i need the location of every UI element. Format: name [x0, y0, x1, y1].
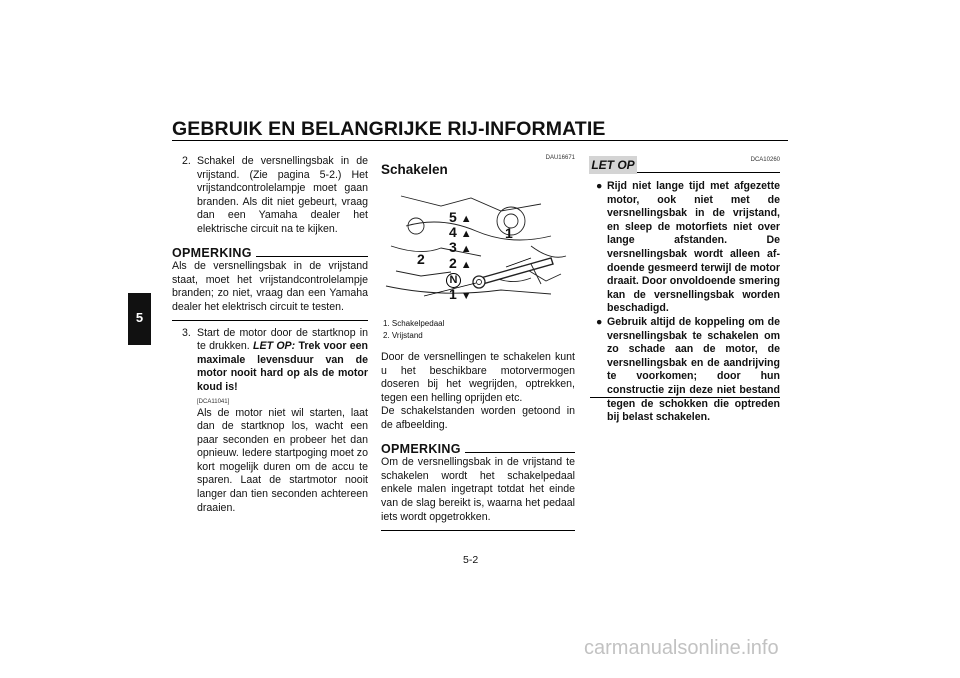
opmerking-rule-2	[465, 452, 575, 453]
gear-positions	[449, 211, 489, 303]
let-op-rule	[637, 172, 780, 173]
opmerking-title-2: OPMERKING	[381, 441, 461, 456]
opmerking-heading	[172, 247, 368, 261]
let-op-badge: LET OP	[589, 156, 637, 174]
step-3-code: [DCA11041]	[197, 398, 230, 405]
schakelen-body: Door de versnellingen te schakelen kunt u het beschikbare motorvermogen doseren bij het wegrijden, optrekken, tegen een helling oprijden etc.	[381, 351, 575, 404]
step-3	[172, 327, 368, 516]
step-3-letop: LET OP:	[253, 340, 296, 353]
opmerking-end-rule	[172, 320, 368, 321]
page-title: GEBRUIK EN BELANGRIJKE RIJ-INFORMATIE	[172, 118, 606, 140]
step-2	[172, 155, 368, 237]
chapter-number: 5	[135, 310, 144, 325]
gear-2: 2 ▲	[449, 254, 472, 271]
step-3-number: 3.	[182, 326, 191, 339]
warning-item	[596, 316, 780, 425]
opmerking-rule	[256, 256, 368, 257]
bullet-icon: ●	[596, 180, 603, 192]
gear-1: 1 ▼	[449, 285, 472, 302]
callout-2: 2	[417, 251, 425, 267]
gear-5: 5 ▲	[449, 209, 472, 225]
warning-text: Gebruik altijd de koppeling om de versnellingsbak te schakelen om zo schade aan de motor, de versnellingsbak en de aandrijving te voorkomen; door hun constructie zijn deze niet bestand tegen de schokken die optreden bij belast schakelen.	[607, 315, 780, 424]
callout-1: 1	[505, 225, 513, 241]
page-number: 5-2	[463, 554, 479, 566]
legend-item: 1. Schakelpedaal	[383, 319, 445, 328]
left-column	[172, 155, 368, 515]
section-code: DAU16671	[545, 155, 575, 161]
step-2-text: Schakel de versnellingsbak in de vrijstand. (Zie pagina 5-2.) Het vrijstandcontrolelampje moet gaan branden. Als dit niet gebeurt, vraag dan een Yamaha dealer het elektrische circuit na te kijken.	[197, 155, 368, 235]
schakelen-body-2: De schakelstanden worden getoond in de afbeelding.	[381, 405, 575, 431]
gear-3: 3 ▲	[449, 239, 472, 256]
opmerking-text-2: Om de versnellingsbak in de vrijstand te schakelen wordt het schakelpedaal enkele malen ingetrapt totdat het einde van de slag bereikt is, waarna het pedaal iets wordt opgetrokken.	[381, 456, 575, 523]
opmerking-title: OPMERKING	[172, 245, 252, 260]
warning-text: Rijd niet lange tijd met afgezette motor, ook niet met de versnellingsbak in de vrijstand, en sleep de motorfiets niet over lange afstanden. De versnellingsbak wordt alleen afdoende gesmeerd terwijl de motor draait. Door onvoldoende smering kan de versnellingsbak worden beschadigd.	[607, 180, 780, 315]
opmerking-text: Als de versnellingsbak in de vrijstand staat, moet het vrijstandcontrolelampje branden; zo niet, vraag dan een Yamaha dealer het elektrisch circuit te testen.	[172, 260, 368, 313]
middle-column	[381, 155, 575, 531]
let-op-end-rule	[590, 397, 780, 398]
warning-list	[596, 180, 780, 425]
right-column	[596, 180, 780, 425]
step-2-number: 2.	[182, 155, 191, 167]
warning-item	[596, 180, 780, 316]
step-3-after: Als de motor niet wil starten, laat dan de startknop los, wacht een paar seconden en probeer het dan opnieuw. Iedere startpoging moet zo kort mogelijk duren om de accu te sparen. Laat de startmotor nooit langer dan tien seconden achtereen draaien.	[197, 406, 368, 514]
step-3-text: Start de motor door de startknop in te drukken.	[197, 326, 368, 353]
figure-legend	[381, 318, 575, 342]
gear-4: 4 ▲	[449, 224, 472, 241]
header-rule	[172, 140, 788, 141]
let-op-code: DCA10260	[750, 157, 780, 163]
bullet-icon: ●	[596, 315, 603, 328]
opmerking-heading-2	[381, 443, 575, 457]
watermark: carmanualsonline.info	[584, 637, 779, 659]
opmerking-end-rule-2	[381, 530, 575, 531]
step-3-warning: Trek voor een maximale levensduur van de motor nooit hard op als de motor koud is!	[197, 340, 368, 393]
legend-item: 2. Vrijstand	[383, 331, 423, 340]
section-title: Schakelen	[381, 162, 448, 177]
chapter-tab	[128, 293, 151, 345]
gear-neutral: N	[446, 272, 489, 288]
